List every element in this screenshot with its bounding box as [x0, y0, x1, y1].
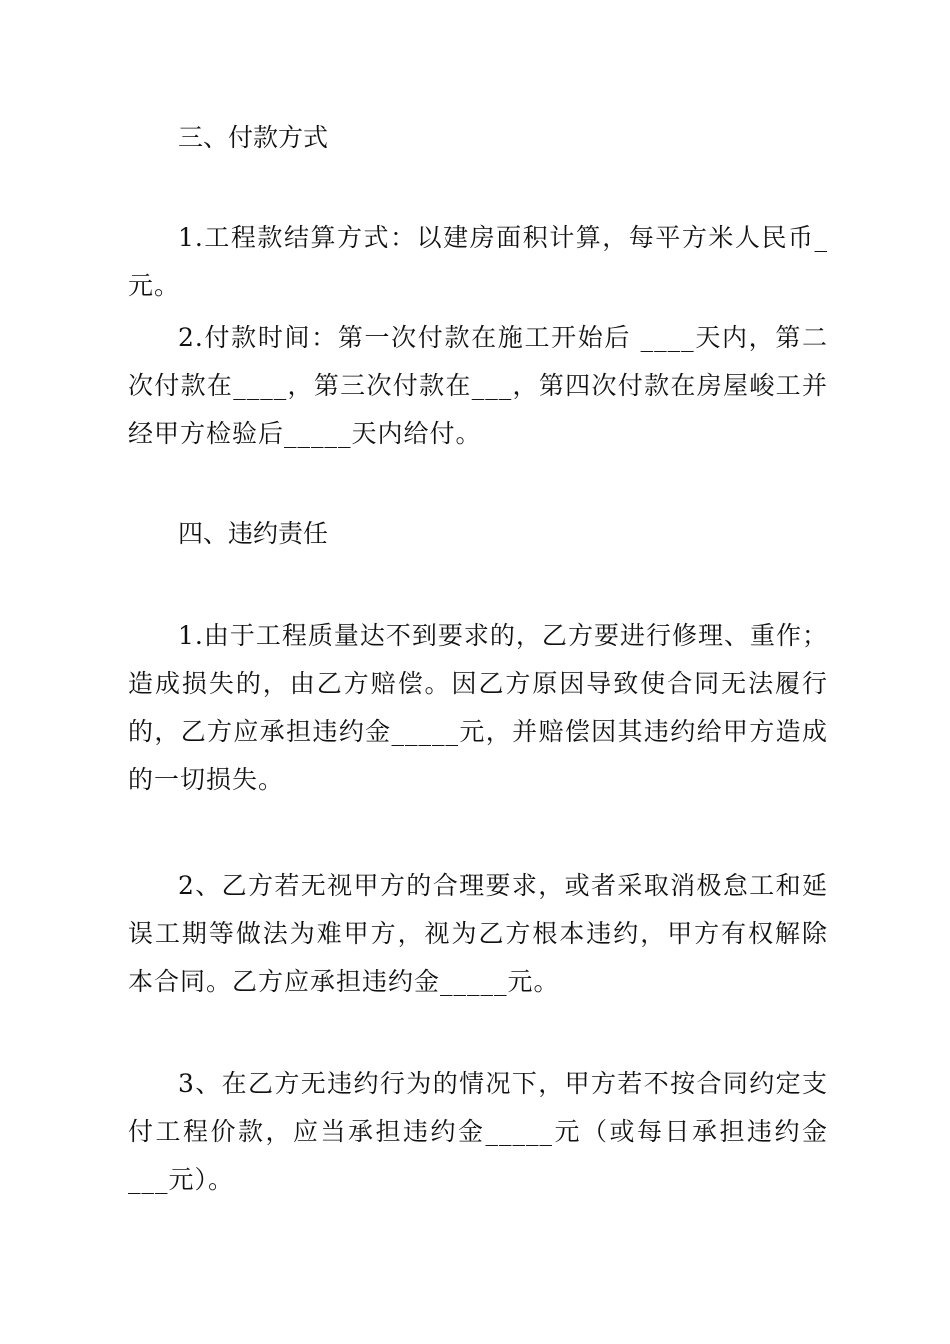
section-heading-liability: 四、违约责任 — [178, 519, 329, 548]
owner-breach-clause: 3、在乙方无违约行为的情况下，甲方若不按合同约定支付工程价款，应当承担违约金_____元（或每日承担违约金___元）。 — [128, 1069, 828, 1194]
contractor-breach-clause: 2、乙方若无视甲方的合理要求，或者采取消极怠工和延误工期等做法为难甲方，视为乙方根本违约，甲方有权解除本合同。乙方应承担违约金_____元。 — [128, 871, 828, 996]
payment-settlement-clause: 1.工程款结算方式：以建房面积计算，每平方米人民币_元。 — [128, 223, 828, 300]
section-heading-payment: 三、付款方式 — [178, 123, 329, 152]
payment-schedule-clause: 2.付款时间：第一次付款在施工开始后 ____天内，第二次付款在____，第三次付款在___，第四次付款在房屋峻工并经甲方检验后_____天内给付。 — [128, 323, 828, 448]
quality-liability-clause: 1.由于工程质量达不到要求的，乙方要进行修理、重作；造成损失的，由乙方赔偿。因乙方原因导致使合同无法履行的，乙方应承担违约金_____元，并赔偿因其违约给甲方造成的一切损失。 — [128, 621, 828, 794]
